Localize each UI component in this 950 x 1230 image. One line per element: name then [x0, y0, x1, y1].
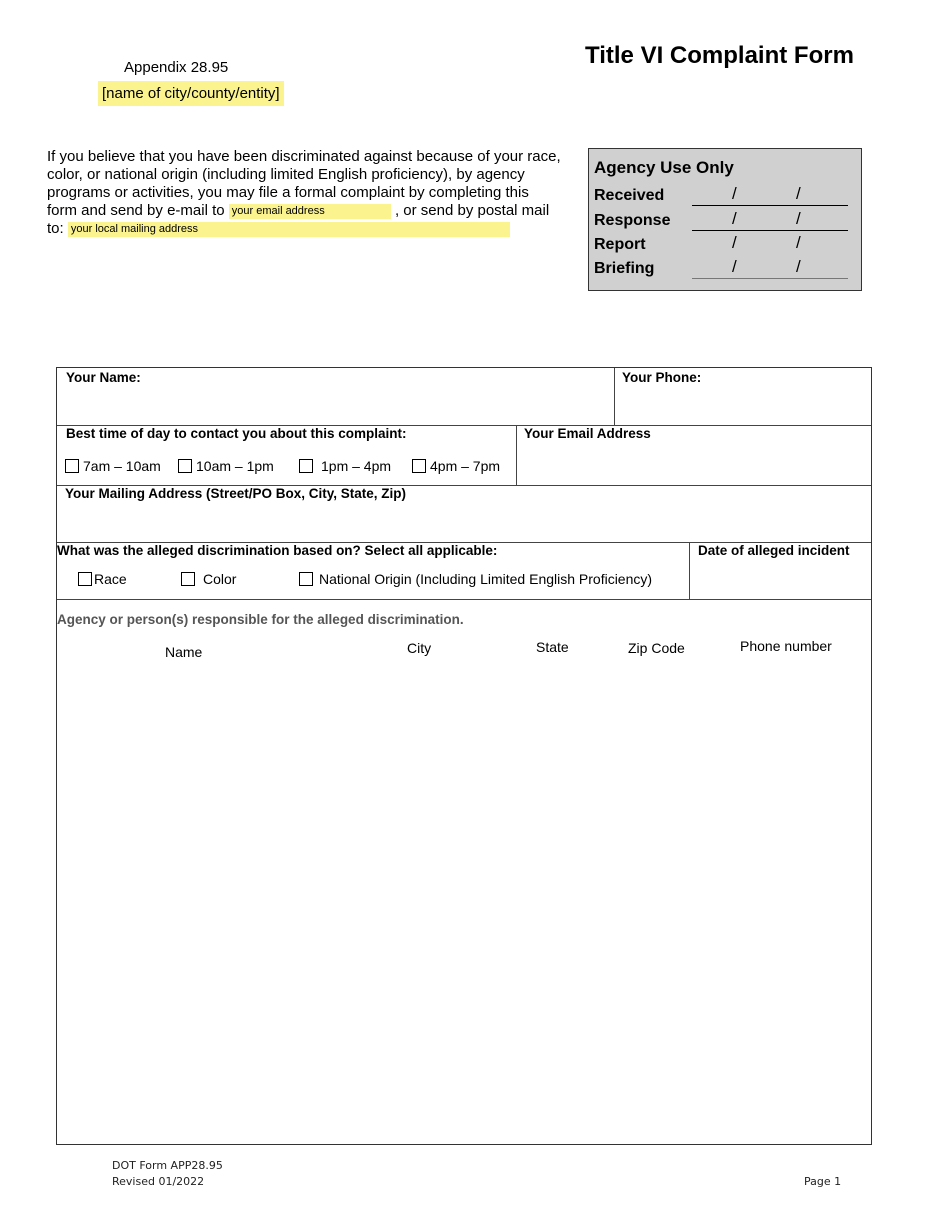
col-divider: [689, 542, 690, 599]
page-number: Page 1: [804, 1175, 842, 1188]
checkbox[interactable]: [299, 572, 313, 586]
column-city: City: [407, 640, 432, 656]
date-line[interactable]: [692, 258, 848, 279]
date-slash: /: [732, 184, 737, 203]
incident-date-label: Date of alleged incident: [698, 543, 850, 558]
agency-row-report: [594, 234, 856, 256]
intro-line-2: color, or national origin (including limited English proficiency), by agency: [47, 166, 525, 183]
checkbox[interactable]: [65, 459, 79, 473]
date-slash: /: [796, 184, 801, 203]
checkbox[interactable]: [412, 459, 426, 473]
mailing-placeholder-field[interactable]: your local mailing address: [68, 222, 510, 237]
responsible-party-label: Agency or person(s) responsible for the alleged discrimination.: [57, 612, 464, 627]
mailing-address-label: Your Mailing Address (Street/PO Box, City, State, Zip): [65, 486, 407, 501]
agency-row-briefing: [594, 258, 856, 280]
date-line[interactable]: [692, 234, 848, 254]
your-email-label: Your Email Address: [524, 426, 651, 441]
complaint-form-table: [56, 367, 872, 1145]
basis-option-label: National Origin (Including Limited English Proficiency): [319, 571, 653, 587]
checkbox[interactable]: [181, 572, 195, 586]
agency-row-label: Received: [594, 187, 665, 204]
basis-option-national-origin[interactable]: [299, 571, 652, 587]
column-zip: Zip Code: [628, 640, 685, 656]
time-option-1pm[interactable]: [299, 458, 391, 474]
time-option-4pm[interactable]: [412, 458, 500, 474]
agency-use-box: [588, 148, 862, 291]
row-divider: [57, 599, 871, 600]
basis-option-color[interactable]: [181, 571, 236, 587]
email-placeholder-field[interactable]: your email address: [229, 204, 391, 219]
intro-line-4-pre: form and send by e-mail to: [47, 202, 225, 219]
checkbox[interactable]: [178, 459, 192, 473]
best-time-label: Best time of day to contact you about this complaint:: [66, 426, 407, 441]
form-title: Title VI Complaint Form: [585, 42, 854, 69]
col-divider: [614, 368, 615, 425]
date-line[interactable]: [692, 210, 848, 231]
column-state: State: [536, 639, 569, 655]
intro-line-3: programs or activities, you may file a formal complaint by completing this: [47, 184, 529, 201]
intro-line-4: [47, 202, 575, 220]
date-slash: /: [796, 233, 801, 252]
intro-line-1: If you believe that you have been discriminated against because of your race,: [47, 148, 561, 165]
appendix-label: Appendix 28.95: [124, 59, 229, 76]
time-option-10am[interactable]: [178, 458, 274, 474]
date-slash: /: [796, 209, 801, 228]
column-name: Name: [165, 644, 203, 660]
your-name-label: Your Name:: [66, 370, 141, 385]
column-phone: Phone number: [740, 638, 832, 654]
your-phone-label: Your Phone:: [622, 370, 702, 385]
time-option-label: 1pm – 4pm: [321, 458, 392, 474]
basis-option-label: Color: [203, 571, 237, 587]
date-slash: /: [732, 233, 737, 252]
intro-paragraph: [47, 148, 575, 238]
date-line[interactable]: [692, 185, 848, 206]
date-slash: /: [732, 257, 737, 276]
time-option-label: 4pm – 7pm: [430, 458, 501, 474]
checkbox[interactable]: [78, 572, 92, 586]
date-slash: /: [732, 209, 737, 228]
intro-line-5: [47, 220, 575, 238]
checkbox[interactable]: [299, 459, 313, 473]
agency-use-heading: Agency Use Only: [594, 158, 734, 177]
time-option-label: 7am – 10am: [83, 458, 161, 474]
entity-name-placeholder[interactable]: [name of city/county/entity]: [98, 81, 284, 106]
agency-row-label: Report: [594, 236, 646, 253]
date-slash: /: [796, 257, 801, 276]
form-id: DOT Form APP28.95: [112, 1159, 223, 1172]
time-option-label: 10am – 1pm: [196, 458, 274, 474]
col-divider: [516, 425, 517, 485]
intro-line-4-post: , or send by postal mail: [394, 202, 550, 219]
agency-row-label: Briefing: [594, 260, 655, 277]
basis-option-label: Race: [94, 571, 127, 587]
agency-row-received: [594, 185, 856, 207]
agency-row-label: Response: [594, 212, 671, 229]
agency-row-response: [594, 210, 856, 232]
intro-line-5-pre: to:: [47, 220, 64, 237]
revision-date: Revised 01/2022: [112, 1175, 205, 1188]
discrimination-basis-label: What was the alleged discrimination based on? Select all applicable:: [57, 543, 498, 558]
time-option-7am[interactable]: [65, 458, 161, 474]
basis-option-race[interactable]: [78, 571, 127, 587]
